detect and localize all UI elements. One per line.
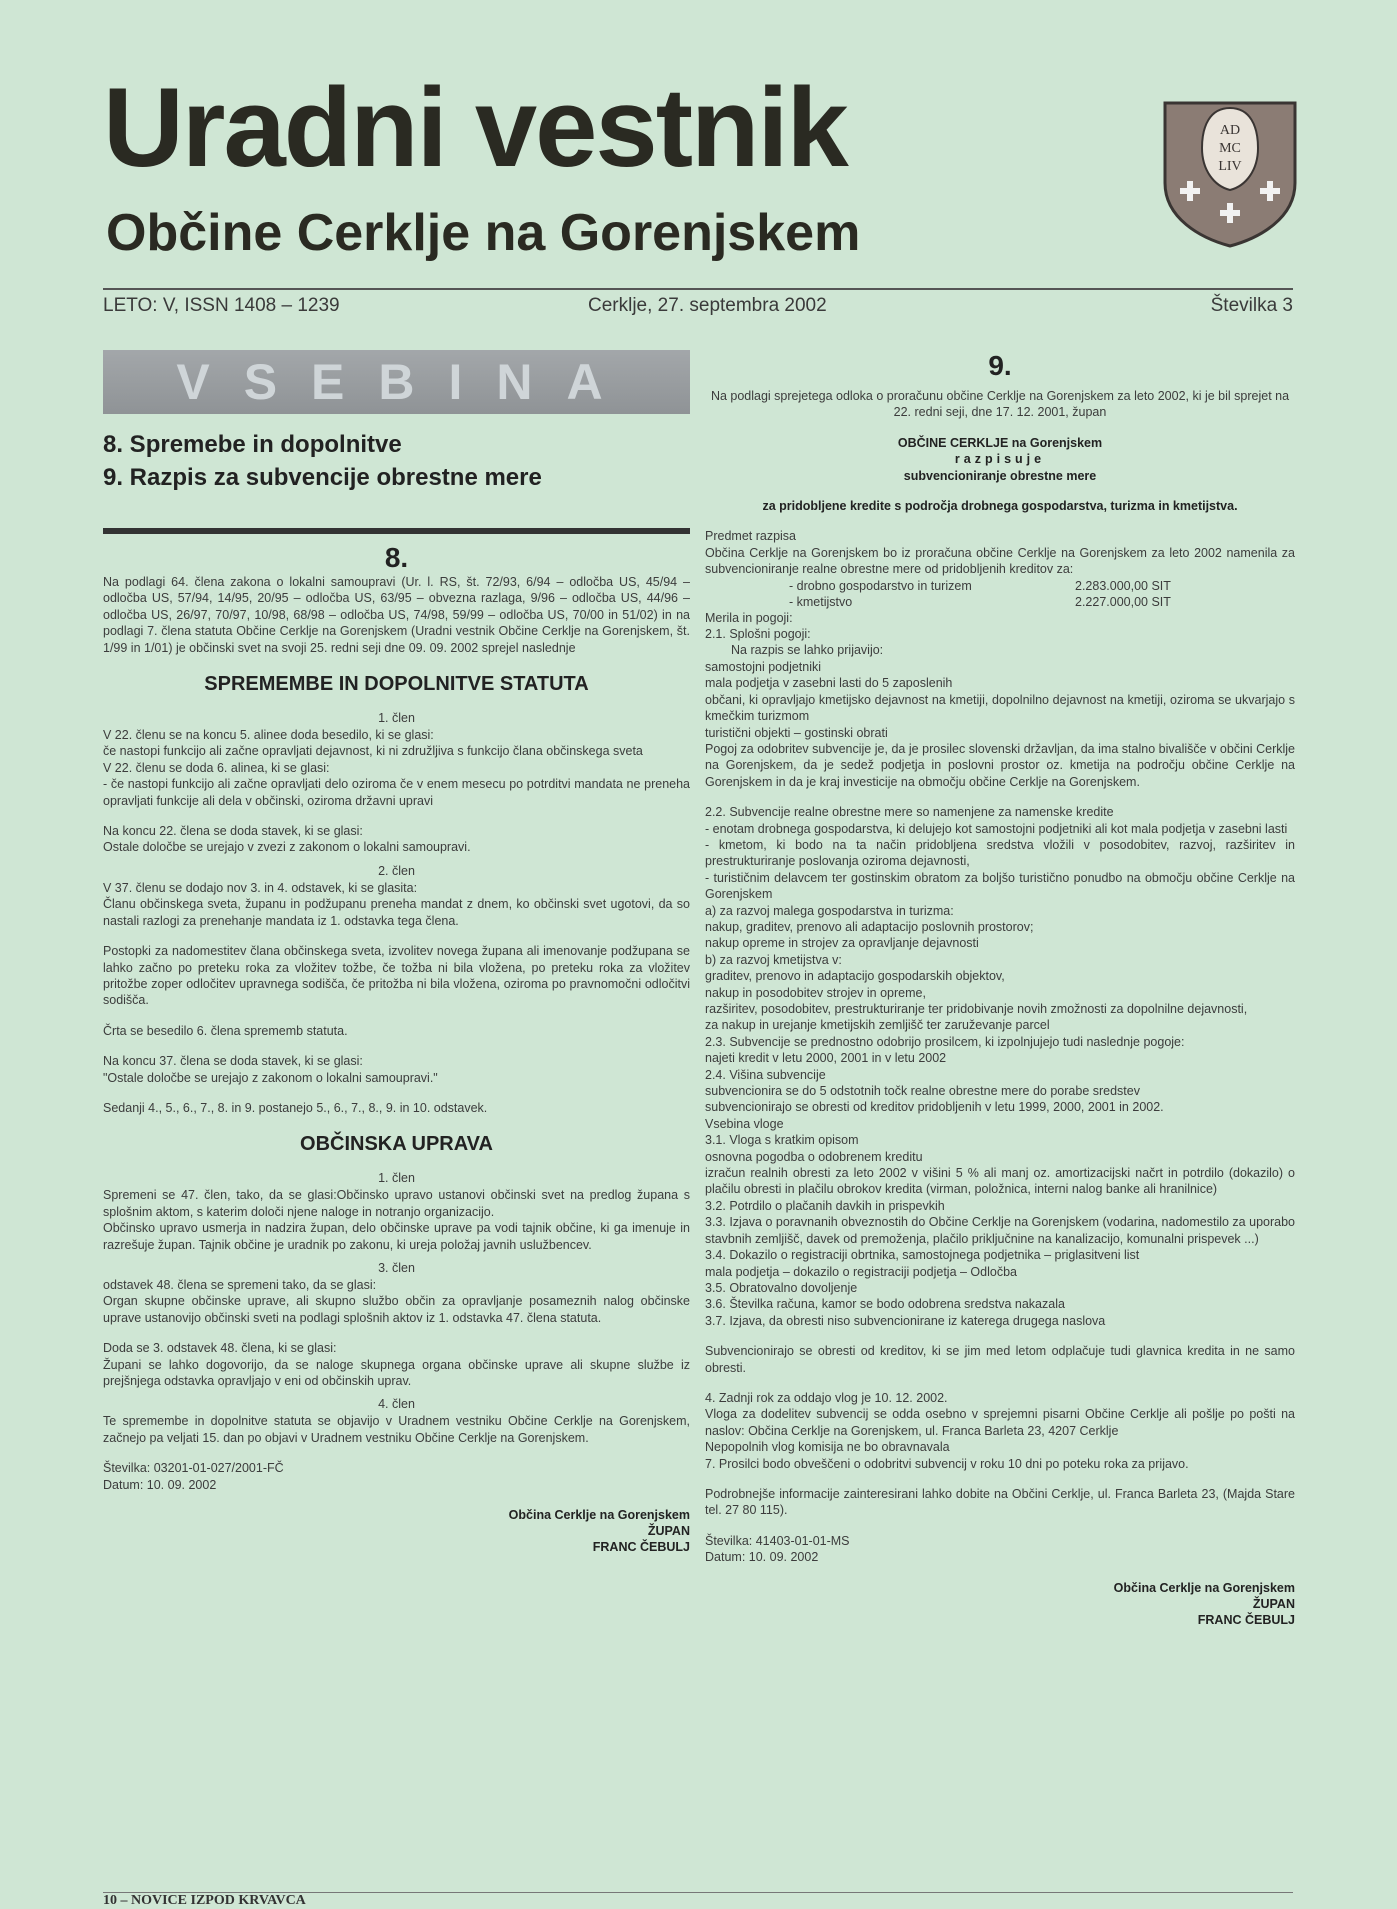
section-8-subtitle: OBČINSKA UPRAVA bbox=[300, 1133, 493, 1156]
paragraph: turistični objekti – gostinski obrati bbox=[705, 725, 888, 740]
signature-title: ŽUPAN bbox=[647, 1524, 690, 1539]
paragraph: Nepopolnih vlog komisija ne bo obravnavala bbox=[705, 1440, 950, 1455]
svg-text:LIV: LIV bbox=[1218, 159, 1242, 174]
paragraph: V 22. členu se doda 6. alinea, ki se glasi: bbox=[103, 760, 330, 775]
paragraph: če nastopi funkcijo ali začne opravljati dejavnost, ki ni združljiva s funkcijo člana občinskega sveta bbox=[103, 744, 643, 759]
paragraph: Pogoj za odobritev subvencije je, da je prosilec slovenski državljan, da ima stalno bivališče v občini Cerklje na Gorenjskem, da je sedež podjetja in poslovni prostor oz. kmetija na področju občine Cerklje na Gorenjskem in da je kraj investicije na območju občine Cerklje na Gorenjskem. bbox=[705, 741, 1295, 789]
section-9-intro: Na podlagi sprejetega odloka o proračunu občine Cerklje na Gorenjskem za leto 2002, ki je bil sprejet na 22. redni seji, dne 17. 12. 2001, župan bbox=[710, 389, 1290, 420]
paragraph: V 37. členu se dodajo nov 3. in 4. odstavek, ki se glasita: bbox=[103, 880, 418, 895]
reference-date: Datum: 10. 09. 2002 bbox=[705, 1550, 819, 1565]
paragraph: Na koncu 22. člena se doda stavek, ki se glasi: bbox=[103, 824, 363, 839]
signature-name: FRANC ČEBULJ bbox=[1197, 1612, 1295, 1627]
announcement-issuer: OBČINE CERKLJE na Gorenjskem bbox=[897, 435, 1103, 450]
signature-title: ŽUPAN bbox=[1252, 1596, 1295, 1611]
issue-number: Številka 3 bbox=[1210, 295, 1293, 316]
masthead-divider bbox=[103, 288, 1293, 290]
paragraph: 2.2. Subvencije realne obrestne mere so namenjene za namenske kredite bbox=[705, 805, 1114, 820]
paragraph: Vloga za dodelitev subvencij se odda osebno v sprejemni pisarni Občine Cerklje ali pošlje po pošti na naslov: Občina Cerklje na Gorenjskem, ul. Franca Barleta 23, 4207 Cerklje bbox=[705, 1407, 1295, 1438]
amount-value: 2.227.000,00 SIT bbox=[1075, 594, 1171, 609]
paragraph: subvencionirajo se obresti od kreditov pridobljenih v letu 1999, 2000, 2001 in 2002. bbox=[705, 1100, 1164, 1115]
reference-date: Datum: 10. 09. 2002 bbox=[103, 1477, 217, 1492]
amount-row bbox=[705, 578, 1295, 594]
paragraph: 3.2. Potrdilo o plačanih davkih in prispevkih bbox=[705, 1198, 945, 1213]
paragraph: odstavek 48. člena se spremeni tako, da se glasi: bbox=[103, 1277, 377, 1292]
paragraph: a) za razvoj malega gospodarstva in turizma: bbox=[705, 903, 954, 918]
paragraph: Organ skupne občinske uprave, ali skupno službo občin za opravljanje posameznih nalog občinske uprave ustanovijo občinski sveti na podlagi splošnih aktov iz 1. odstavka 47. člena statuta. bbox=[103, 1294, 690, 1325]
paragraph: Članu občinskega sveta, županu in podžupanu preneha mandat z dnem, ko občinski svet ugotovi, da so nastali razlogi za prenehanje mandata iz 1. odstavka tega člena. bbox=[103, 897, 690, 928]
paragraph: mala podjetja – dokazilo o registraciji podjetja – Odločba bbox=[705, 1264, 1017, 1279]
masthead-title: Uradni vestnik bbox=[103, 65, 847, 190]
article-heading: 1. člen bbox=[378, 711, 415, 726]
paragraph: - kmetom, ki bodo na ta način pridobljena sredstva vložili v posodobitev, razvoj, razširitev in prestrukturiranje poslovanja oziroma dejavnosti, bbox=[705, 837, 1295, 869]
paragraph: Subvencionirajo se obresti od kreditov, ki se jim med letom odplačuje tudi glavnica kredita in ne samo obresti. bbox=[705, 1344, 1295, 1375]
contents-band: VSEBINA bbox=[103, 350, 690, 414]
paragraph: Občinsko upravo usmerja in nadzira župan, delo občinske uprave pa vodi tajnik občine, ki ga imenuje in razrešuje župan. Tajnik občine je uradnik po zakonu, ki ureja položaj javnih uslužbencev. bbox=[103, 1221, 690, 1252]
paragraph: občani, ki opravljajo kmetijsko dejavnost na kmetiji, dopolnilno dejavnost na kmetiji, oziroma se ukvarjajo s kmečkim turizmom bbox=[705, 692, 1295, 724]
contents-list bbox=[103, 428, 690, 494]
paragraph: nakup, graditev, prenovo ali adaptacijo poslovnih prostorov; bbox=[705, 919, 1034, 934]
paragraph: Na koncu 37. člena se doda stavek, ki se glasi: bbox=[103, 1054, 363, 1069]
announcement-scope: za pridobljene kredite s področja drobnega gospodarstva, turizma in kmetijstva. bbox=[762, 499, 1238, 514]
page-footer: 10 – NOVICE IZPOD KRVAVCA bbox=[103, 1893, 306, 1908]
reference-number: Številka: 41403-01-01-MS bbox=[705, 1533, 850, 1548]
paragraph: Vsebina vloge bbox=[705, 1116, 784, 1131]
municipal-crest-logo bbox=[1160, 98, 1300, 248]
section-9-number: 9. bbox=[988, 350, 1012, 381]
article-heading: 1. člen bbox=[378, 1171, 415, 1186]
paragraph: - turističnim delavcem ter gostinskim obratom za boljšo turistično ponudbo na območju občine Cerklje na Gorenjskem bbox=[705, 870, 1295, 902]
right-column bbox=[705, 350, 1295, 1628]
paragraph: Črta se besedilo 6. člena sprememb statuta. bbox=[103, 1023, 348, 1038]
paragraph: mala podjetja v zasebni lasti do 5 zaposlenih bbox=[705, 676, 953, 691]
paragraph: 4. Zadnji rok za oddajo vlog je 10. 12. 2002. bbox=[705, 1390, 948, 1405]
svg-text:AD: AD bbox=[1219, 123, 1241, 138]
section-8-title: SPREMEMBE IN DOPOLNITVE STATUTA bbox=[204, 673, 589, 696]
paragraph: - če nastopi funkcijo ali začne opravljati delo oziroma če v enem mesecu po potrditvi mandata ne preneha opravljati funkcije ali dela v občinski, oziroma državni upravi bbox=[103, 777, 690, 808]
issue-place-date: Cerklje, 27. septembra 2002 bbox=[588, 295, 827, 316]
paragraph: izračun realnih obresti za leto 2002 v višini 5 % ali manj oz. amortizacijski načrt in potrdilo (dokazilo) o plačilu obresti in plačilu obrokov kredita (virman, položnica, interni nalog banke ali hranilnice) bbox=[705, 1166, 1295, 1197]
section-8-number: 8. bbox=[384, 542, 409, 573]
paragraph: - enotam drobnega gospodarstva, ki delujejo kot samostojni podjetniki ali kot mala podjetja v zasebni lasti bbox=[705, 821, 1288, 836]
reference-number: Številka: 03201-01-027/2001-FČ bbox=[103, 1461, 284, 1476]
paragraph: Merila in pogoji: bbox=[705, 610, 793, 625]
paragraph: Župani se lahko dogovorijo, da se naloge skupnega organa občinske uprave ali skupne službe iz prejšnjega odstavka opravljajo v eni od občinskih uprav. bbox=[103, 1357, 690, 1388]
paragraph: b) za razvoj kmetijstva v: bbox=[705, 952, 842, 967]
paragraph: Na razpis se lahko prijavijo: bbox=[731, 643, 884, 658]
masthead-subtitle: Občine Cerklje na Gorenjskem bbox=[106, 204, 861, 262]
paragraph: nakup in posodobitev strojev in opreme, bbox=[705, 985, 926, 1000]
paragraph: Sedanji 4., 5., 6., 7., 8. in 9. postanejo 5., 6., 7., 8., 9. in 10. odstavek. bbox=[103, 1100, 488, 1115]
paragraph: subvencionira se do 5 odstotnih točk realne obrestne mere do porabe sredstev bbox=[705, 1084, 1140, 1099]
paragraph: Spremeni se 47. člen, tako, da se glasi:Občinsko upravo ustanovi občinski svet na predlog župana s splošnim aktom, s katerim določi njene naloge in notranjo organizacijo. bbox=[103, 1188, 690, 1219]
signature-org: Občina Cerklje na Gorenjskem bbox=[1113, 1580, 1295, 1595]
paragraph: najeti kredit v letu 2000, 2001 in v letu 2002 bbox=[705, 1051, 947, 1066]
paragraph: 3.5. Obratovalno dovoljenje bbox=[705, 1280, 858, 1295]
paragraph: 3.3. Izjava o poravnanih obveznostih do Občine Cerklje na Gorenjskem (vodarina, nadomestilo za uporabo stavbnih zemljišč, davek od premoženja, plačilo priključnine na kanalizacijo, komunalni prispevek ...) bbox=[705, 1215, 1295, 1246]
paragraph: Občina Cerklje na Gorenjskem bo iz proračuna občine Cerklje na Gorenjskem za leto 2002 namenila za subvencioniranje realne obrestne mere od pridobljenih kreditov za: bbox=[705, 545, 1295, 577]
paragraph: 7. Prosilci bodo obveščeni o odobritvi subvencij v roku 10 dni po poteku roka za prijavo. bbox=[705, 1456, 1189, 1471]
paragraph: 3.1. Vloga s kratkim opisom bbox=[705, 1133, 859, 1148]
paragraph: 3.6. Številka računa, kamor se bodo odobrena sredstva nakazala bbox=[705, 1297, 1065, 1312]
section-divider bbox=[103, 528, 690, 534]
svg-text:MC: MC bbox=[1219, 141, 1241, 156]
paragraph: "Ostale določbe se urejajo z zakonom o lokalni samoupravi." bbox=[103, 1070, 438, 1085]
article-heading: 2. člen bbox=[378, 863, 415, 878]
paragraph: 2.4. Višina subvencije bbox=[705, 1067, 826, 1082]
announcement-subject: subvencioniranje obrestne mere bbox=[903, 468, 1097, 483]
paragraph: 2.3. Subvencije se prednostno odobrijo prosilcem, ki izpolnjujejo tudi naslednje pogoje: bbox=[705, 1034, 1185, 1049]
paragraph: 3.7. Izjava, da obresti niso subvencionirane iz katerega drugega naslova bbox=[705, 1313, 1106, 1328]
paragraph: samostojni podjetniki bbox=[705, 659, 822, 674]
paragraph: Doda se 3. odstavek 48. člena, ki se glasi: bbox=[103, 1341, 337, 1356]
amount-label: - kmetijstvo bbox=[789, 594, 853, 609]
amount-label: - drobno gospodarstvo in turizem bbox=[789, 578, 972, 593]
article-heading: 3. člen bbox=[378, 1260, 415, 1275]
paragraph: 3.4. Dokazilo o registraciji obrtnika, samostojnega podjetnika – priglasitveni list bbox=[705, 1248, 1140, 1263]
paragraph: osnovna pogodba o odobrenem kreditu bbox=[705, 1149, 923, 1164]
paragraph: nakup opreme in strojev za opravljanje dejavnosti bbox=[705, 936, 979, 951]
paragraph: Te spremembe in dopolnitve statuta se objavijo v Uradnem vestniku Občine Cerklje na Gorenjskem, začnejo pa veljati 15. dan po objavi v Uradnem vestniku Občine Cerklje na Gorenjskem. bbox=[103, 1414, 690, 1445]
left-column bbox=[103, 350, 690, 1555]
contents-item[interactable]: 8. Spremebe in dopolnitve bbox=[103, 431, 402, 458]
contents-item[interactable]: 9. Razpis za subvencije obrestne mere bbox=[103, 464, 542, 491]
paragraph: Podrobnejše informacije zainteresirani lahko dobite na Občini Cerklje, ul. Franca Barleta 23, (Majda Stare tel. 27 80 115). bbox=[705, 1486, 1295, 1518]
signature-org: Občina Cerklje na Gorenjskem bbox=[508, 1508, 690, 1523]
paragraph: V 22. členu se na koncu 5. alinee doda besedilo, ki se glasi: bbox=[103, 728, 434, 743]
paragraph: Predmet razpisa bbox=[705, 529, 797, 544]
announcement-verb: razpisuje bbox=[954, 452, 1046, 467]
amount-row bbox=[705, 594, 1295, 610]
issue-year-issn: LETO: V, ISSN 1408 – 1239 bbox=[103, 295, 340, 316]
amount-value: 2.283.000,00 SIT bbox=[1075, 578, 1171, 593]
article-heading: 4. člen bbox=[378, 1397, 415, 1412]
paragraph: Postopki za nadomestitev člana občinskega sveta, izvolitev novega župana ali imenovanje podžupana se lahko začno po preteku roka za vložitev tožbe, če tožba ni bila vložena, po preteku roka za vložitev pritožbe zoper odločitev upravnega sodišča, če pritožba ni bila vložena, oziroma po pravnomočni odločitvi sodišča. bbox=[103, 944, 690, 1008]
paragraph: 2.1. Splošni pogoji: bbox=[705, 627, 811, 642]
paragraph: za nakup in urejanje kmetijskih zemljišč ter zaruževanje parcel bbox=[705, 1018, 1050, 1033]
paragraph: Ostale določbe se urejajo v zvezi z zakonom o lokalni samoupravi. bbox=[103, 840, 471, 855]
section-8-intro: Na podlagi 64. člena zakona o lokalni samoupravi (Ur. l. RS, št. 72/93, 6/94 – odločba US, 45/94 – odločba US, 57/94, 14/95, 20/95 – odločba US, 63/95 – obvezna razlaga, 9/96 – odločba US, 44/96 – odločba US, 26/97, 70/97, 10/98, 68/98 – odločba US, 74/98, 59/99 – odločba US, 70/00 in 51/02) in na podlagi 7. člena statuta Občine Cerklje na Gorenjskem (Uradni vestnik Občine Cerklje na Gorenjskem, št. 1/99 in 1/01) je občinski svet na svoji 25. redni seji dne 09. 09. 2002 sprejel naslednje bbox=[103, 575, 690, 655]
paragraph: graditev, prenovo in adaptacijo gospodarskih objektov, bbox=[705, 969, 1005, 984]
paragraph: razširitev, posodobitev, prestrukturiranje ter pridobivanje novih zmožnosti za dopolnilne dejavnosti, bbox=[705, 1002, 1248, 1016]
signature-name: FRANC ČEBULJ bbox=[592, 1540, 690, 1555]
